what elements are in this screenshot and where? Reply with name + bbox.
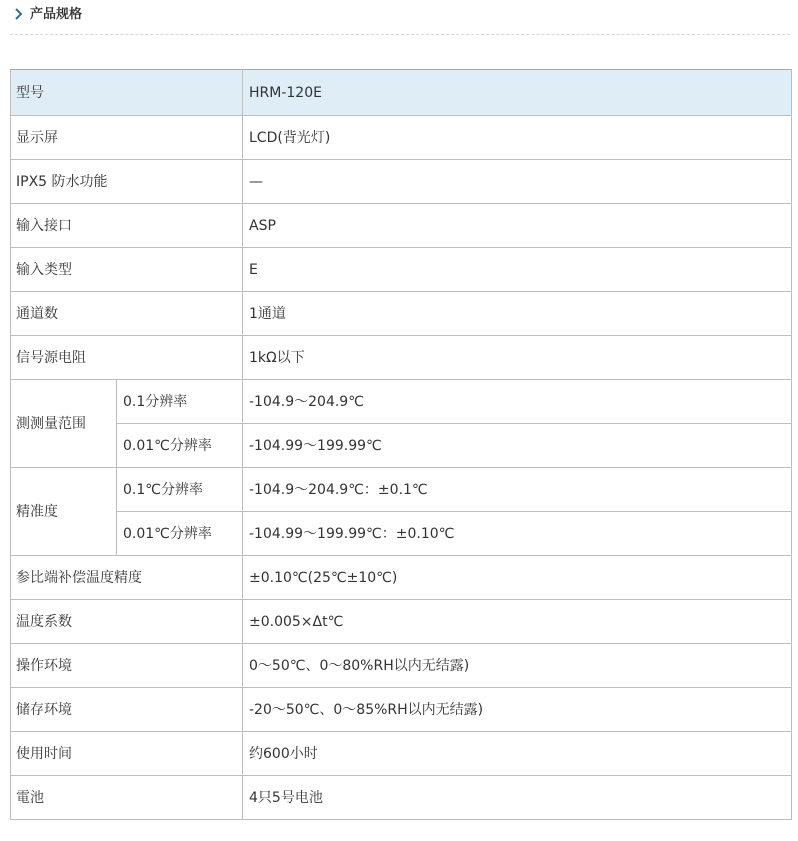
table-row — [11, 688, 792, 732]
table-row — [11, 424, 792, 468]
table-row — [11, 776, 792, 820]
table-row — [11, 116, 792, 160]
header-value: HRM-120E — [243, 70, 792, 116]
chevron-right-icon — [12, 6, 26, 22]
row-label: 输入接口 — [11, 204, 243, 248]
row-value: -104.9～204.9℃ — [243, 380, 792, 424]
row-label: 温度系数 — [11, 600, 243, 644]
row-label: 電池 — [11, 776, 243, 820]
row-value: 0～50℃、0～80%RH以内无结露) — [243, 644, 792, 688]
table-row — [11, 248, 792, 292]
row-label: 操作环境 — [11, 644, 243, 688]
row-value: 约600小时 — [243, 732, 792, 776]
sub-row-label: 0.1℃分辨率 — [117, 468, 243, 512]
section-title: 产品规格 — [30, 7, 83, 22]
measurement-range-label: 測测量范围 — [11, 380, 117, 468]
row-label: 输入类型 — [11, 248, 243, 292]
row-value: 4只5号电池 — [243, 776, 792, 820]
row-label: 显示屏 — [11, 116, 243, 160]
row-value: ±0.005×Δt℃ — [243, 600, 792, 644]
row-value: ±0.10℃(25℃±10℃) — [243, 556, 792, 600]
row-label: 使用时间 — [11, 732, 243, 776]
table-row — [11, 600, 792, 644]
row-label: 通道数 — [11, 292, 243, 336]
row-value: ASP — [243, 204, 792, 248]
sub-row-label: 0.1分辨率 — [117, 380, 243, 424]
row-value: 1kΩ以下 — [243, 336, 792, 380]
table-row — [11, 336, 792, 380]
table-row — [11, 160, 792, 204]
table-row — [11, 732, 792, 776]
table-row — [11, 204, 792, 248]
sub-row-label: 0.01℃分辨率 — [117, 424, 243, 468]
row-value: LCD(背光灯) — [243, 116, 792, 160]
row-value: -104.99～199.99℃：±0.10℃ — [243, 512, 792, 556]
spec-table — [10, 69, 792, 820]
row-label: IPX5 防水功能 — [11, 160, 243, 204]
table-row — [11, 380, 792, 424]
row-value: — — [243, 160, 792, 204]
row-value: 1通道 — [243, 292, 792, 336]
row-value: -104.9～204.9℃：±0.1℃ — [243, 468, 792, 512]
table-row — [11, 644, 792, 688]
table-row — [11, 292, 792, 336]
accuracy-label: 精准度 — [11, 468, 117, 556]
sub-row-label: 0.01℃分辨率 — [117, 512, 243, 556]
row-value: -104.99～199.99℃ — [243, 424, 792, 468]
row-label: 参比端补偿温度精度 — [11, 556, 243, 600]
row-value: -20～50℃、0～85%RH以内无结露) — [243, 688, 792, 732]
section-header — [10, 0, 790, 35]
row-value: E — [243, 248, 792, 292]
table-row — [11, 556, 792, 600]
table-row — [11, 468, 792, 512]
table-header-row — [11, 70, 792, 116]
row-label: 信号源电阻 — [11, 336, 243, 380]
table-row — [11, 512, 792, 556]
row-label: 储存环境 — [11, 688, 243, 732]
header-label: 型号 — [11, 70, 243, 116]
